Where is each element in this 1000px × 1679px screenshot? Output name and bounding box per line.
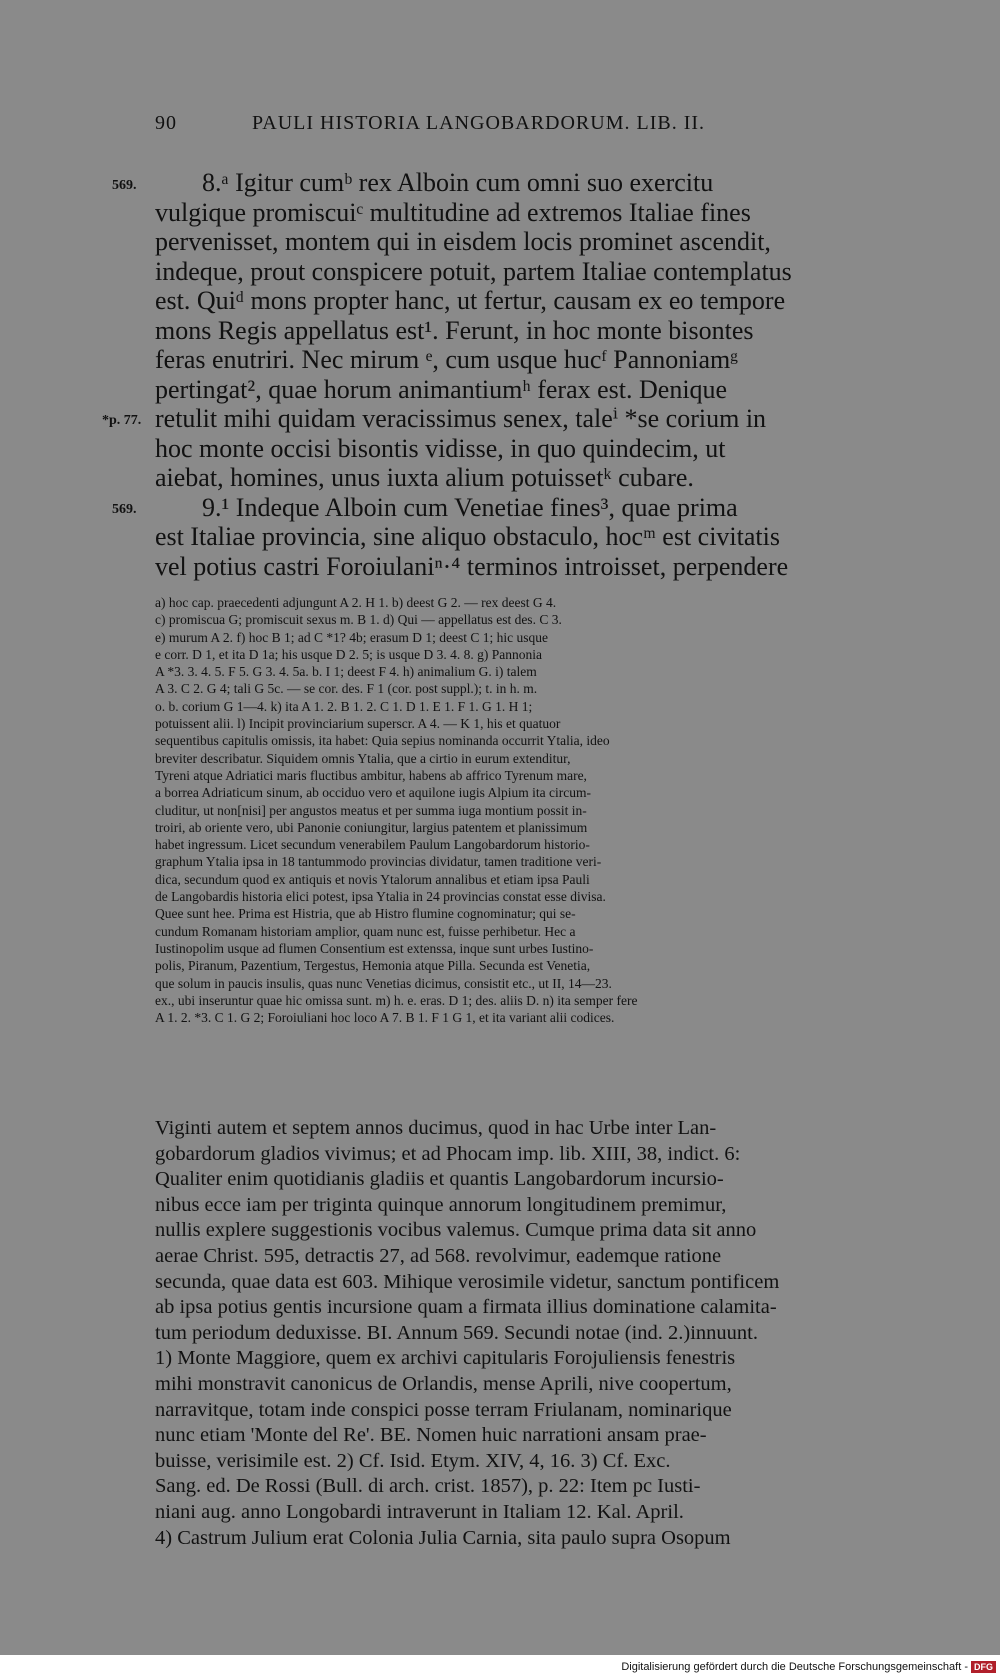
note-line: secunda, quae data est 603. Mihique verosimile videtur, sanctum pontificem — [155, 1270, 780, 1293]
note-line: 4) Castrum Julium erat Colonia Julia Carnia, sita paulo supra Osopum — [155, 1526, 731, 1549]
note-line: ab ipsa potius gentis incursione quam a firmata illius dominatione calamita- — [155, 1296, 777, 1319]
main-line: feras enutriri. Nec mirum ᵉ, cum usque hucᶠ Pannoniamᵍ — [155, 345, 739, 374]
main-text — [155, 168, 925, 581]
note-line: nunc etiam 'Monte del Re'. BE. Nomen huic narrationi ansam prae- — [155, 1424, 707, 1447]
margin-year: 569. — [112, 502, 137, 517]
main-line: retulit mihi quidam veracissimus senex, taleⁱ *se corium in — [155, 404, 767, 433]
note-line: Sang. ed. De Rossi (Bull. di arch. crist. 1857), p. 22: Item pc Iusti- — [155, 1475, 701, 1498]
page-number: 90 — [155, 112, 177, 134]
apparatus-line: habet ingressum. Licet secundum venerabilem Paulum Langobardorum historio- — [155, 837, 590, 853]
apparatus-line: que solum in paucis insulis, quas nunc Venetias dicimus, consistit etc., ut II, 14—23. — [155, 975, 612, 991]
apparatus-line: A 1. 2. *3. C 1. G 2; Foroiuliani hoc loco A 7. B 1. F 1 G 1, et ita variant alii codices. — [155, 1010, 615, 1026]
apparatus-line: de Langobardis historia elici potest, ipsa Ytalia in 24 provincias constat esse divisa. — [155, 889, 606, 905]
note-line: narravitque, totam inde conspici posse terram Friulanam, nominarique — [155, 1398, 732, 1421]
apparatus-line: A 3. C 2. G 4; tali G 5c. — se cor. des. F 1 (cor. post suppl.); t. in h. m. — [155, 681, 538, 697]
critical-apparatus — [155, 594, 925, 1026]
apparatus-line: A *3. 3. 4. 5. F 5. G 3. 4. 5a. b. I 1; deest F 4. h) animalium G. i) talem — [155, 664, 537, 680]
note-line: Viginti autem et septem annos ducimus, quod in hac Urbe inter Lan- — [155, 1117, 717, 1139]
note-line: Qualiter enim quotidianis gladiis et quantis Langobardorum incursio- — [155, 1168, 724, 1191]
apparatus-line: polis, Piranum, Pazentium, Tergestus, Hemonia atque Pilla. Secunda est Venetia, — [155, 958, 591, 974]
main-line: vel potius castri Foroiulaniⁿ·⁴ terminos introisset, perpendere — [155, 551, 789, 581]
apparatus-line: c) promiscua G; promiscuit sexus m. B 1. d) Qui — appellatus est des. C 3. — [155, 612, 562, 628]
note-line: 1) Monte Maggiore, quem ex archivi capitularis Forojuliensis fenestris — [155, 1347, 736, 1370]
main-line: indeque, prout conspicere potuit, partem Italiae contemplatus — [155, 256, 792, 286]
note-line: gobardorum gladios vivimus; et ad Phocam imp. lib. XIII, 38, indict. 6: — [155, 1142, 741, 1165]
main-line: pertingat², quae horum animantiumʰ ferax est. Denique — [155, 374, 728, 404]
apparatus-line: cluditur, ut non[nisi] per angustos meatus et per summa iuga montium possit in- — [155, 802, 587, 818]
main-line: pervenisset, montem qui in eisdem locis prominet ascendit, — [155, 227, 771, 256]
apparatus-line: potuissent alii. l) Incipit provinciarium superscr. A 4. — K 1, his et quatuor — [155, 716, 561, 732]
note-line: tum periodum deduxisse. BI. Annum 569. Secundi notae (ind. 2.)innuunt. — [155, 1321, 758, 1344]
main-line: est. Quiᵈ mons propter hanc, ut fertur, causam ex eo tempore — [155, 286, 786, 315]
margin-year: 569. — [112, 178, 137, 193]
main-line: mons Regis appellatus est¹. Ferunt, in hoc monte bisontes — [155, 315, 754, 345]
note-line: nullis explere suggestionis vocibus valemus. Cumque prima data sit anno — [155, 1219, 757, 1242]
digitization-footer — [621, 1661, 1000, 1673]
main-line: hoc monte occisi bisontis vidisse, in quo quindecim, ut — [155, 433, 726, 463]
apparatus-line: graphum Ytalia ipsa in 18 tantummodo provincias dividatur, tamen traditione veri- — [155, 854, 602, 870]
main-line: vulgique promiscuiᶜ multitudine ad extremos Italiae fines — [155, 197, 751, 227]
main-line: aiebat, homines, unus iuxta alium potuissetᵏ cubare. — [155, 463, 694, 492]
apparatus-line: Tyreni atque Adriatici maris fluctibus ambitur, habens ab affrico Tyrenum mare, — [155, 767, 587, 783]
note-line: niani aug. anno Longobardi intraverunt in Italiam 12. Kal. April. — [155, 1500, 684, 1523]
apparatus-line: o. b. corium G 1—4. k) ita A 1. 2. B 1. 2. C 1. D 1. E 1. F 1. G 1. H 1; — [155, 698, 533, 714]
note-line: mihi monstravit canonicus de Orlandis, mense Aprili, nive coopertum, — [155, 1372, 732, 1395]
apparatus-line: e corr. D 1, et ita D 1a; his usque D 2. 5; is usque D 3. 4. 8. g) Pannonia — [155, 646, 542, 662]
running-title: PAULI HISTORIA LANGOBARDORUM. LIB. II. — [252, 112, 706, 134]
apparatus-line: troiri, ab oriente vero, ubi Panonie coniungitur, largius patentem et planissimum — [155, 819, 588, 835]
editorial-notes — [155, 1116, 925, 1551]
dfg-logo: DFG — [971, 1661, 996, 1673]
note-line: nibus ecce iam per triginta quinque annorum longitudinem premimur, — [155, 1193, 727, 1216]
note-line: buisse, verisimile est. 2) Cf. Isid. Etym. XIV, 4, 16. 3) Cf. Exc. — [155, 1449, 671, 1472]
apparatus-line: sequentibus capitulis omissis, ita habet: Quia sepius nominanda occurrit Ytalia, ideo — [155, 733, 610, 749]
margin-page-ref: *p. 77. — [102, 413, 142, 428]
apparatus-line: e) murum A 2. f) hoc B 1; ad C *1? 4b; erasum D 1; deest C 1; hic usque — [155, 629, 548, 645]
apparatus-line: breviter describatur. Siquidem omnis Ytalia, que a cirtio in eurum extenditur, — [155, 750, 571, 766]
apparatus-line: Iustinopolim usque ad flumen Consentium est extenssa, inque sunt urbes Iustino- — [155, 940, 594, 956]
main-line: 9.¹ Indeque Alboin cum Venetiae fines³, quae prima — [202, 492, 738, 522]
main-line: 8.ᵃ Igitur cumᵇ rex Alboin cum omni suo exercitu — [202, 168, 714, 197]
note-line: aerae Christ. 595, detractis 27, ad 568. revolvimur, eademque ratione — [155, 1244, 722, 1267]
apparatus-line: ex., ubi inseruntur quae hic omissa sunt. m) h. e. eras. D 1; des. aliis D. n) ita semper fere — [155, 992, 638, 1008]
footer-credit: Digitalisierung gefördert durch die Deutsche Forschungsgemeinschaft - — [621, 1661, 968, 1673]
apparatus-line: a borrea Adriaticum sinum, ab occiduo vero et aquilone iugis Alpium ita circum- — [155, 785, 592, 801]
apparatus-line: cundum Romanam historiam amplior, quam nunc est, fuisse perhibetur. Hec a — [155, 923, 576, 939]
apparatus-line: Quee sunt hee. Prima est Histria, que ab Histro flumine cognominatur; qui se- — [155, 906, 576, 922]
main-line: est Italiae provincia, sine aliquo obstaculo, hocᵐ est civitatis — [155, 522, 780, 551]
apparatus-line: a) hoc cap. praecedenti adjungunt A 2. H 1. b) deest G 2. — rex deest G 4. — [155, 595, 557, 610]
apparatus-line: dica, secundum quod ex antiquis et novis Ytalorum annalibus et etiam ipsa Pauli — [155, 871, 590, 887]
